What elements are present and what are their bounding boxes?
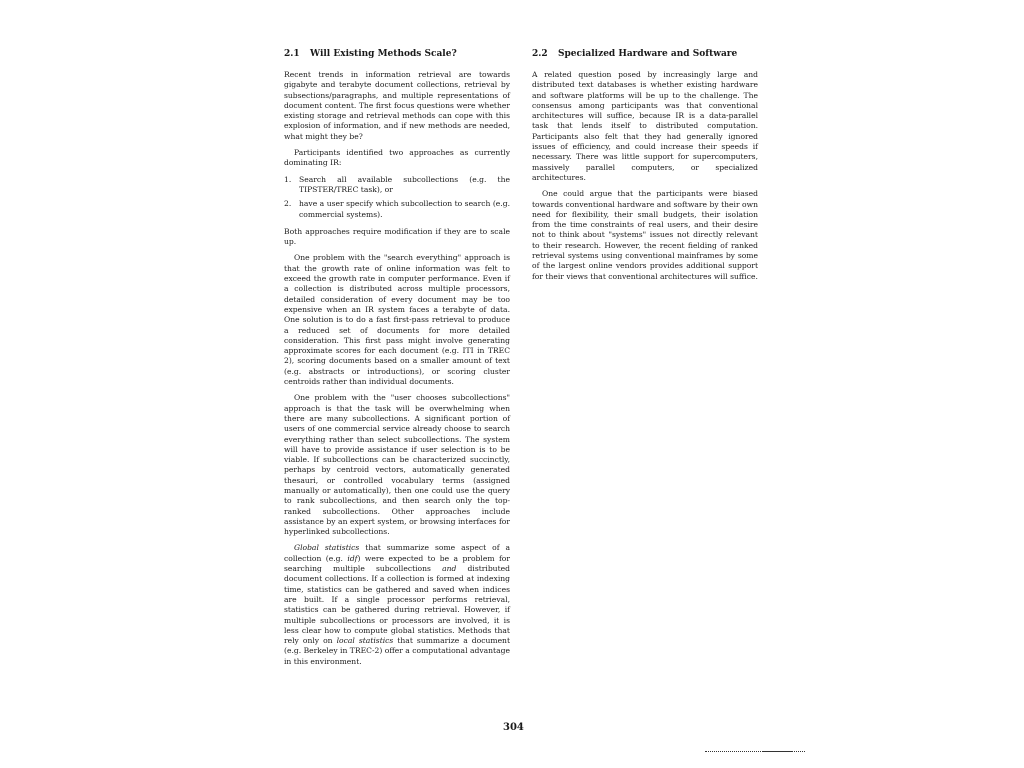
paragraph: Participants identified two approaches as currently dominating IR:: [284, 148, 510, 168]
paragraph: One could argue that the participants were biased towards conventional hardware and software by their own need for flexibility, their small budgets, their isolation from the time constraints of real users, and their desire not to think about "systems" issues not directly relevant to their research. However, the recent fielding of ranked retrieval systems using conventional mainframes by some of the largest online vendors provides additional support for their views that conventional architectures will suffice.: [532, 189, 758, 281]
paragraph: One problem with the "user chooses subcollections" approach is that the task will be overwhelming when there are many subcollections. A significant portion of users of one commercial service already choose to search everything rather than select subcollections. The system will have to provide assistance if user selection is to be viable. If subcollections can be characterized succinctly, perhaps by centroid vectors, automatically generated thesauri, or controlled vocabulary terms (assigned manually or automatically), then one could use the query to rank subcollections, and then search only the top-ranked subcollections. Other approaches include assistance by an expert system, or browsing interfaces for hyperlinked subcollections.: [284, 393, 510, 537]
right-column: [532, 48, 758, 288]
paragraph: [284, 543, 510, 667]
emphasis: Global statistics: [294, 543, 360, 553]
section-title: Specialized Hardware and Software: [558, 49, 738, 59]
left-column: [284, 48, 510, 673]
paragraph: One problem with the "search everything" approach is that the growth rate of online information was felt to exceed the growth rate in computer performance. Even if a collection is distributed across multiple processors, detailed consideration of every document may be too expensive when an IR system faces a terabyte of data. One solution is to do a fast first-pass retrieval to produce a reduced set of documents for more detailed consideration. This first pass might involve generating approximate scores for each document (e.g. ITI in TREC 2), scoring documents based on a smaller amount of text (e.g. abstracts or introductions), or scoring cluster centroids rather than individual documents.: [284, 253, 510, 387]
paragraph: Both approaches require modification if they are to scale up.: [284, 226, 510, 247]
page-number: 304: [503, 722, 524, 733]
list-text: Search all available subcollections (e.g. the TIPSTER/TREC task), or: [299, 174, 510, 194]
list-item: [284, 199, 510, 220]
list-item: [284, 175, 510, 196]
list-number: 2.: [284, 199, 292, 209]
approaches-list: [284, 175, 510, 220]
emphasis: local statistics: [336, 636, 394, 646]
text-run: ) were expected to be a problem for searching multiple subcollections: [284, 553, 510, 574]
section-number: 2.2: [532, 49, 548, 59]
section-heading-2-1: [284, 48, 510, 60]
text-run: that summarize some aspect of a collection (e.g.: [284, 543, 511, 563]
list-number: 1.: [284, 174, 292, 184]
emphasis: and: [442, 564, 457, 574]
paragraph: Recent trends in information retrieval are towards gigabyte and terabyte document collections, retrieval by subsections/paragraphs, and multiple representations of document content. The first focus questions were whether existing storage and retrieval methods can cope with this explosion of information, and if new methods are needed, what might they be?: [284, 70, 510, 141]
paragraph: A related question posed by increasingly large and distributed text databases is whether existing hardware and software platforms will be up to the challenge. The consensus among participants was that conventional architectures will suffice, because IR is a data-parallel task that lends itself to distributed computation. Participants also felt that they had generally ignored issues of efficiency, and could increase their speeds if necessary. There was little support for supercomputers, massively parallel computers, or specialized architectures.: [532, 70, 758, 182]
text-run: distributed document collections. If a collection is formed at indexing time, statistics can be gathered and saved when indices are built. If a single processor performs retrieval, statistics can be gathered during retrieval. However, if multiple subcollections or processors are involved, it is less clear how to compute global statistics. Methods that rely only on: [284, 564, 510, 646]
section-title: Will Existing Methods Scale?: [310, 49, 457, 59]
list-text: have a user specify which subcollection to search (e.g. commercial systems).: [299, 199, 510, 219]
section-number: 2.1: [284, 49, 300, 59]
footer-rule: [705, 751, 805, 752]
section-heading-2-2: [532, 48, 758, 60]
text-run: that summarize a document (e.g. Berkeley in TREC-2) offer a computational advantage in this environment.: [284, 636, 510, 666]
emphasis: idf: [347, 553, 358, 563]
